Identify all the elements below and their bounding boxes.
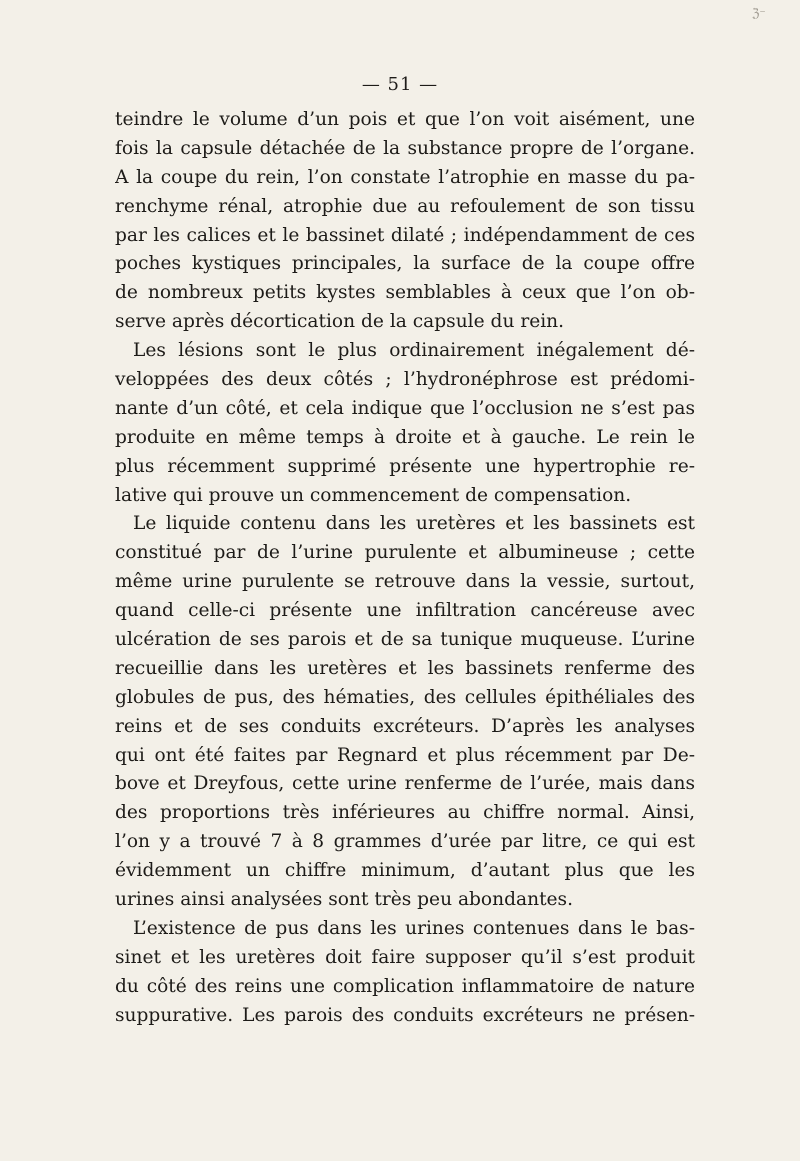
text-line: évidemment un chiffre minimum, d’autant plus que les: [115, 860, 695, 882]
body-text: [115, 106, 695, 1031]
text-line: l’on y a trouvé 7 à 8 grammes d’urée par litre, ce qui est: [115, 831, 695, 853]
text-line: reins et de ses conduits excréteurs. D’après les analyses: [115, 715, 695, 737]
text-line: des proportions très inférieures au chiffre normal. Ainsi,: [115, 802, 695, 824]
text-line: teindre le volume d’un pois et que l’on voit aisément, une: [115, 109, 695, 130]
text-line: nante d’un côté, et cela indique que l’occlusion ne s’est pas: [115, 397, 695, 419]
text-line: ulcération de ses parois et de sa tunique muqueuse. L’urine: [115, 629, 695, 651]
text-line: fois la capsule détachée de la substance propre de l’organe.: [115, 137, 695, 159]
text-line: globules de pus, des hématies, des cellules épithéliales des: [115, 686, 695, 708]
text-line: Le liquide contenu dans les uretères et les bassinets est: [133, 513, 695, 535]
text-line: produite en même temps à droite et à gauche. Le rein le: [115, 426, 695, 448]
text-line: poches kystiques principales, la surface de la coupe offre: [115, 253, 695, 275]
corner-mark: ℨ⁻: [752, 6, 766, 20]
text-line: veloppées des deux côtés ; l’hydronéphrose est prédomi-: [115, 369, 695, 391]
text-line: constitué par de l’urine purulente et albumineuse ; cette: [115, 542, 695, 564]
text-line: sinet et les uretères doit faire supposer qu’il s’est produit: [115, 946, 695, 968]
text-line: du côté des reins une complication inflammatoire de nature: [115, 975, 695, 997]
text-line: recueillie dans les uretères et les bassinets renferme des: [115, 657, 695, 679]
text-line: Les lésions sont le plus ordinairement inégalement dé-: [133, 340, 695, 362]
text-line: bove et Dreyfous, cette urine renferme de l’urée, mais dans: [115, 773, 695, 795]
text-line: plus récemment supprimé présente une hypertrophie re-: [115, 455, 695, 477]
page-number: — 51 —: [361, 74, 439, 95]
text-line: de nombreux petits kystes semblables à ceux que l’on ob-: [115, 282, 695, 304]
text-line: serve après décortication de la capsule du rein.: [115, 311, 565, 333]
text-line: quand celle-ci présente une infiltration cancéreuse avec: [115, 600, 695, 622]
text-line: lative qui prouve un commencement de compensation.: [115, 484, 632, 506]
text-line: A la coupe du rein, l’on constate l’atrophie en masse du pa-: [115, 166, 695, 188]
text-line: urines ainsi analysées sont très peu abondantes.: [115, 889, 573, 911]
text-line: suppurative. Les parois des conduits excréteurs ne présen-: [115, 1004, 695, 1026]
text-line: qui ont été faites par Regnard et plus récemment par De-: [115, 744, 695, 766]
text-line: même urine purulente se retrouve dans la vessie, surtout,: [115, 571, 695, 593]
text-line: L’existence de pus dans les urines contenues dans le bas-: [133, 917, 695, 939]
text-line: par les calices et le bassinet dilaté ; indépendamment de ces: [115, 224, 695, 246]
text-line: renchyme rénal, atrophie due au refoulement de son tissu: [115, 195, 695, 217]
